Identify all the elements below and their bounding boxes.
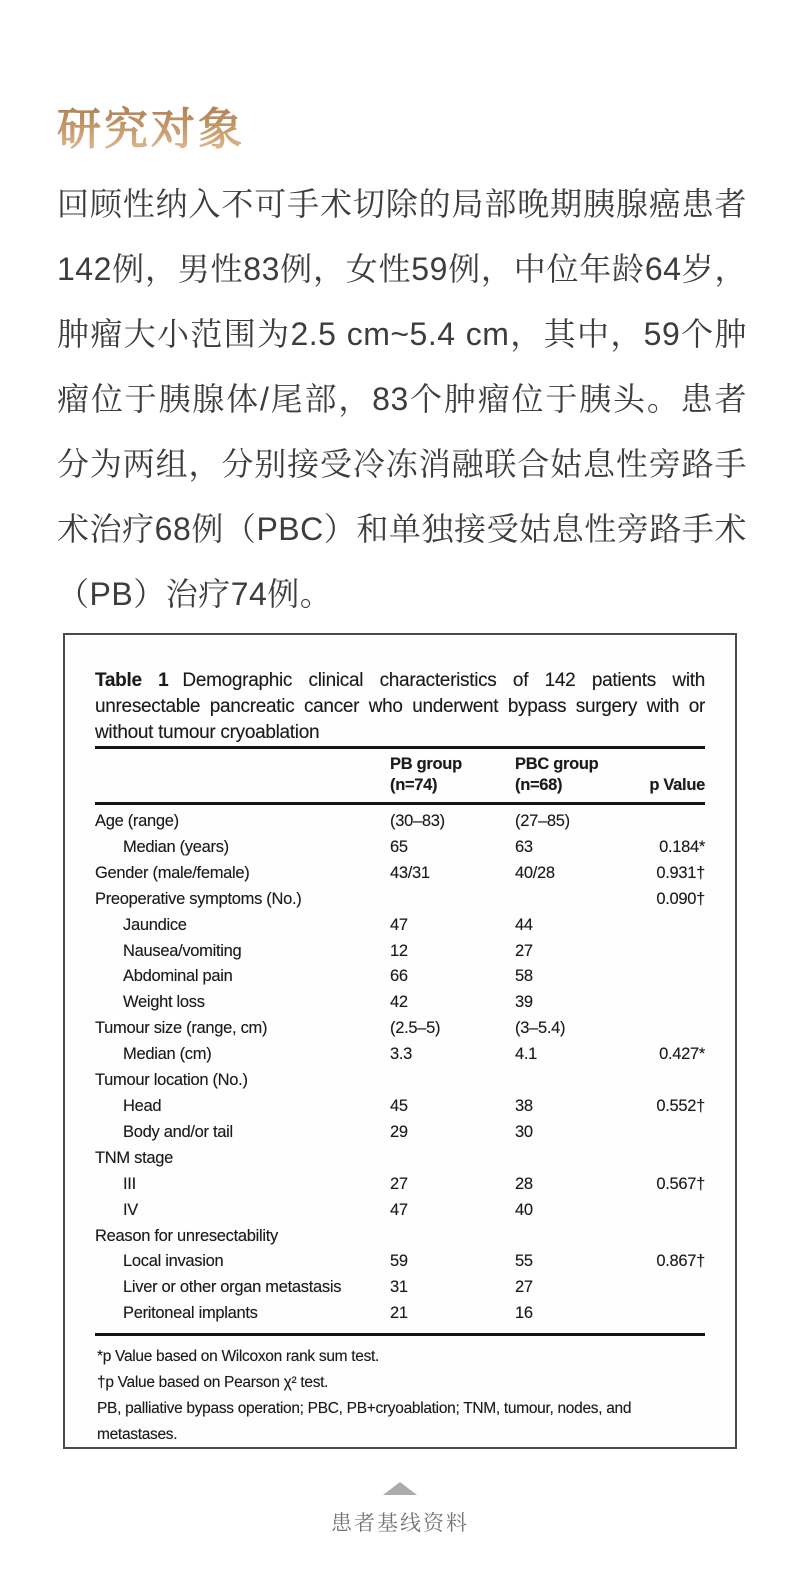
table-footnotes <box>65 1336 735 1448</box>
pbc-value: 40 <box>515 1200 533 1219</box>
row-label: Nausea/vomiting <box>123 941 242 960</box>
pb-value: 47 <box>390 915 408 934</box>
pbc-value: 58 <box>515 967 533 986</box>
table-row <box>95 1094 705 1120</box>
pbc-value: 30 <box>515 1122 533 1141</box>
pbc-value: 16 <box>515 1304 533 1323</box>
p-value: 0.867† <box>656 1252 705 1271</box>
p-value <box>645 809 705 835</box>
pb-value: 3.3 <box>390 1045 413 1064</box>
figure-caption: 患者基线资料 <box>331 1512 469 1535</box>
row-label: Body and/or tail <box>123 1122 233 1141</box>
section-heading: 研究对象 <box>57 93 245 157</box>
row-label: Peritoneal implants <box>123 1304 258 1323</box>
p-value <box>645 990 705 1016</box>
column-header-pb-group <box>390 754 515 796</box>
pbc-value: (27–85) <box>515 812 570 830</box>
pbc-value <box>515 1224 645 1250</box>
table-row <box>95 1146 705 1172</box>
pb-value: 65 <box>390 837 408 856</box>
pbc-value: 4.1 <box>515 1045 538 1064</box>
row-label: Abdominal pain <box>123 967 233 986</box>
pbc-value: 28 <box>515 1174 533 1193</box>
pbc-value: 55 <box>515 1252 533 1271</box>
row-label: Reason for unresectability <box>95 1226 278 1245</box>
column-header-pbc-group <box>515 754 645 796</box>
table-row <box>95 1016 705 1042</box>
row-label: Weight loss <box>123 993 205 1012</box>
pbc-value: 44 <box>515 915 533 934</box>
table-figure <box>63 633 737 1449</box>
pbc-value: 27 <box>515 941 533 960</box>
row-label: Median (cm) <box>123 1045 212 1064</box>
pbc-value: 39 <box>515 993 533 1012</box>
pb-value: (30–83) <box>390 812 445 830</box>
p-value <box>645 1120 705 1146</box>
table-row <box>95 964 705 990</box>
pbc-value <box>515 887 645 913</box>
pb-value <box>390 1224 515 1250</box>
intro-paragraph: 回顾性纳入不可手术切除的局部晚期胰腺癌患者142例，男性83例，女性59例，中位年龄64岁，肿瘤大小范围为2.5 cm~5.4 cm，其中，59个肿瘤位于胰腺体/尾部，83个肿瘤位于胰头。患者分为两组，分别接受冷冻消融联合姑息性旁路手术治疗68例（PBC）和单独接受姑息性旁路手术（PB）治疗74例。 <box>57 186 747 612</box>
row-label: Age (range) <box>95 812 179 830</box>
pb-value: 27 <box>390 1174 408 1193</box>
table-row <box>95 1275 705 1301</box>
row-label: IV <box>123 1200 138 1219</box>
pb-value: 45 <box>390 1096 408 1115</box>
p-value: 0.427* <box>659 1045 705 1064</box>
pb-value: 31 <box>390 1278 408 1297</box>
p-value <box>645 1275 705 1301</box>
pbc-value: 40/28 <box>515 863 555 882</box>
table-footnote: †p Value based on Pearson χ² test. <box>97 1374 329 1392</box>
row-label: TNM stage <box>95 1148 173 1167</box>
pbc-value: 38 <box>515 1096 533 1115</box>
table-title-label: Table 1 <box>95 670 169 691</box>
p-value <box>645 1224 705 1250</box>
row-label: Tumour size (range, cm) <box>95 1019 268 1038</box>
table-row <box>95 1120 705 1146</box>
column-header-blank <box>95 754 390 796</box>
table-row <box>95 809 705 835</box>
p-value <box>645 964 705 990</box>
table-row <box>95 1172 705 1198</box>
p-value: 0.931† <box>656 863 705 882</box>
pb-group-n: (n=74) <box>390 776 438 794</box>
pb-value <box>390 1146 515 1172</box>
table-header-row <box>95 749 705 802</box>
table-body <box>65 805 735 1327</box>
p-value: 0.184* <box>659 837 705 856</box>
pb-value <box>390 887 515 913</box>
table-footnote: *p Value based on Wilcoxon rank sum test. <box>97 1348 380 1366</box>
table-row <box>95 939 705 965</box>
row-label: Gender (male/female) <box>95 863 250 882</box>
p-value: 0.090† <box>656 889 705 908</box>
row-label: Preoperative symptoms (No.) <box>95 889 302 908</box>
table-title-text: Demographic clinical characteristics of 142 patients with unresectable pancreatic cancer who underwent bypass surgery with or without tumour cryoablation <box>95 670 705 743</box>
table-row <box>95 1224 705 1250</box>
pb-group-label: PB group <box>390 755 462 773</box>
table-row <box>95 1198 705 1224</box>
table-row <box>95 913 705 939</box>
p-value <box>645 1198 705 1224</box>
figure-footer <box>0 1482 800 1537</box>
pbc-value: 27 <box>515 1278 533 1297</box>
p-value <box>645 1146 705 1172</box>
pbc-value <box>515 1146 645 1172</box>
table-row <box>95 1249 705 1275</box>
table-row <box>95 887 705 913</box>
row-label: Local invasion <box>123 1252 224 1271</box>
row-label: Liver or other organ metastasis <box>123 1278 342 1297</box>
row-label: Jaundice <box>123 915 187 934</box>
table-row <box>95 1301 705 1327</box>
p-value: 0.567† <box>656 1174 705 1193</box>
row-label: Tumour location (No.) <box>95 1071 248 1090</box>
pb-value: 59 <box>390 1252 408 1271</box>
column-header-p-value: p Value <box>649 776 705 794</box>
pb-value: 42 <box>390 993 408 1012</box>
table-row <box>95 835 705 861</box>
table-footnote: PB, palliative bypass operation; PBC, PB+cryoablation; TNM, tumour, nodes, and metastases. <box>97 1400 632 1444</box>
table-row <box>95 1068 705 1094</box>
table-row <box>95 1042 705 1068</box>
pb-value: 12 <box>390 941 408 960</box>
pbc-value: (3–5.4) <box>515 1019 566 1038</box>
pbc-value <box>515 1068 645 1094</box>
p-value <box>645 1068 705 1094</box>
table-title <box>95 668 705 746</box>
pb-value: (2.5–5) <box>390 1019 441 1038</box>
pb-value: 47 <box>390 1200 408 1219</box>
pbc-value: 63 <box>515 837 533 856</box>
pb-value: 43/31 <box>390 863 430 882</box>
table-row <box>95 861 705 887</box>
p-value <box>645 913 705 939</box>
pb-value: 29 <box>390 1122 408 1141</box>
p-value <box>645 939 705 965</box>
pb-value <box>390 1068 515 1094</box>
row-label: III <box>123 1174 136 1193</box>
p-value <box>645 1016 705 1042</box>
pb-value: 21 <box>390 1304 408 1323</box>
p-value: 0.552† <box>656 1096 705 1115</box>
arrow-up-icon[interactable] <box>383 1482 417 1495</box>
table-row <box>95 990 705 1016</box>
pbc-group-n: (n=68) <box>515 776 563 794</box>
row-label: Head <box>123 1096 162 1115</box>
pb-value: 66 <box>390 967 408 986</box>
p-value <box>645 1301 705 1327</box>
row-label: Median (years) <box>123 837 229 856</box>
pbc-group-label: PBC group <box>515 755 599 773</box>
